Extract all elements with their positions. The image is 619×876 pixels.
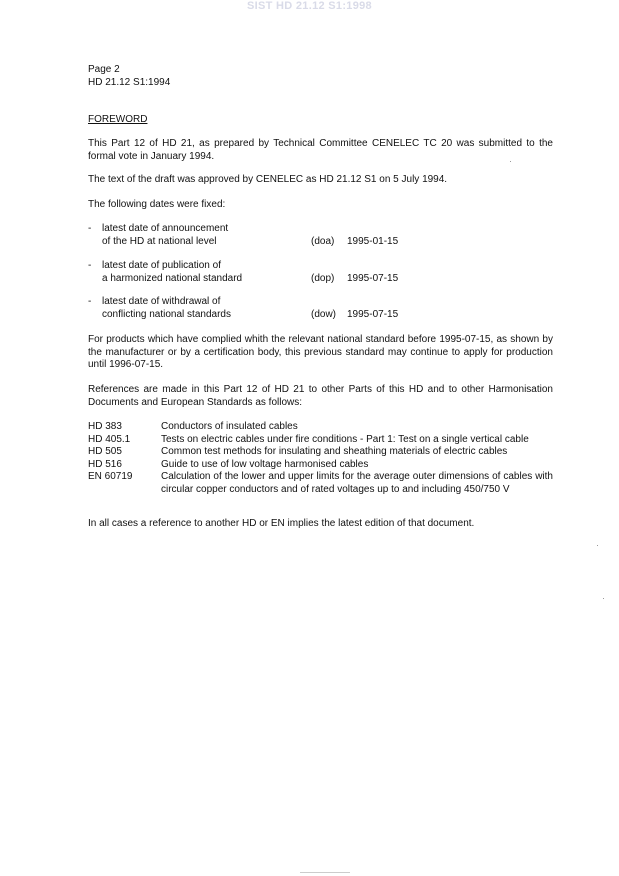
reference-row <box>88 434 553 447</box>
reference-title: Guide to use of low voltage harmonised cables <box>161 458 369 470</box>
reference-code: HD 383 <box>88 421 122 432</box>
reference-row <box>88 421 553 434</box>
foreword-heading: FOREWORD <box>88 114 148 125</box>
scan-artifact-line <box>300 872 350 873</box>
reference-row <box>88 446 553 459</box>
references-list <box>88 421 553 496</box>
date-value: 1995-01-15 <box>347 235 399 247</box>
list-dash: - <box>88 296 92 307</box>
reference-code: HD 405.1 <box>88 433 131 445</box>
date-item-dow <box>88 296 553 322</box>
date-item-dop <box>88 260 553 286</box>
date-label-line1: latest date of publication of <box>102 260 221 271</box>
date-value: 1995-07-15 <box>347 308 399 320</box>
date-abbreviation: (dow) <box>311 308 337 320</box>
scan-speck <box>510 161 511 162</box>
date-abbreviation: (dop) <box>311 272 335 284</box>
date-label-line2: conflicting national standards <box>102 308 231 320</box>
date-label-line1: latest date of withdrawal of <box>102 296 221 307</box>
foreword-paragraph-1: This Part 12 of HD 21, as prepared by Technical Committee CENELEC TC 20 was submitted to the formal vote in January 1994. <box>88 138 553 162</box>
reference-title: Calculation of the lower and upper limits for the average outer dimensions of cables with circular copper conductors and of rated voltages up to and including 450/750 V <box>161 471 553 495</box>
reference-row <box>88 471 553 496</box>
reference-code: EN 60719 <box>88 471 133 482</box>
list-dash: - <box>88 260 92 271</box>
page-number: Page 2 <box>88 64 120 75</box>
date-label-line2: a harmonized national standard <box>102 272 243 284</box>
reference-title: Common test methods for insulating and sheathing materials of electric cables <box>161 446 508 457</box>
date-abbreviation: (doa) <box>311 235 335 247</box>
foreword-paragraph-3: The following dates were fixed: <box>88 199 226 210</box>
reference-title: Conductors of insulated cables <box>161 421 298 432</box>
date-item-doa <box>88 223 553 249</box>
date-value: 1995-07-15 <box>347 272 399 284</box>
watermark-text: SIST HD 21.12 S1:1998 <box>247 0 372 12</box>
reference-code: HD 505 <box>88 446 122 457</box>
list-dash: - <box>88 223 92 234</box>
scan-speck <box>597 545 598 546</box>
scan-speck <box>603 598 604 599</box>
foreword-paragraph-2: The text of the draft was approved by CENELEC as HD 21.12 S1 on 5 July 1994. <box>88 174 448 185</box>
page-header <box>88 64 553 89</box>
document-id: HD 21.12 S1:1994 <box>88 76 171 88</box>
reference-row <box>88 459 553 472</box>
date-label-line2: of the HD at national level <box>102 235 217 247</box>
reference-title: Tests on electric cables under fire conditions - Part 1: Test on a single vertical cable <box>161 433 529 445</box>
reference-code: HD 516 <box>88 458 122 470</box>
foreword-paragraph-5: References are made in this Part 12 of HD 21 to other Parts of this HD and to other Harmonisation Documents and European Standards as follows: <box>88 384 553 408</box>
date-label-line1: latest date of announcement <box>102 223 229 234</box>
foreword-paragraph-4: For products which have complied whith the relevant national standard before 1995-07-15, as shown by the manufacturer or by a certification body, this previous standard may continue to apply for production until 1996-07-15. <box>88 334 553 370</box>
foreword-paragraph-6: In all cases a reference to another HD or EN implies the latest edition of that document. <box>88 518 475 529</box>
